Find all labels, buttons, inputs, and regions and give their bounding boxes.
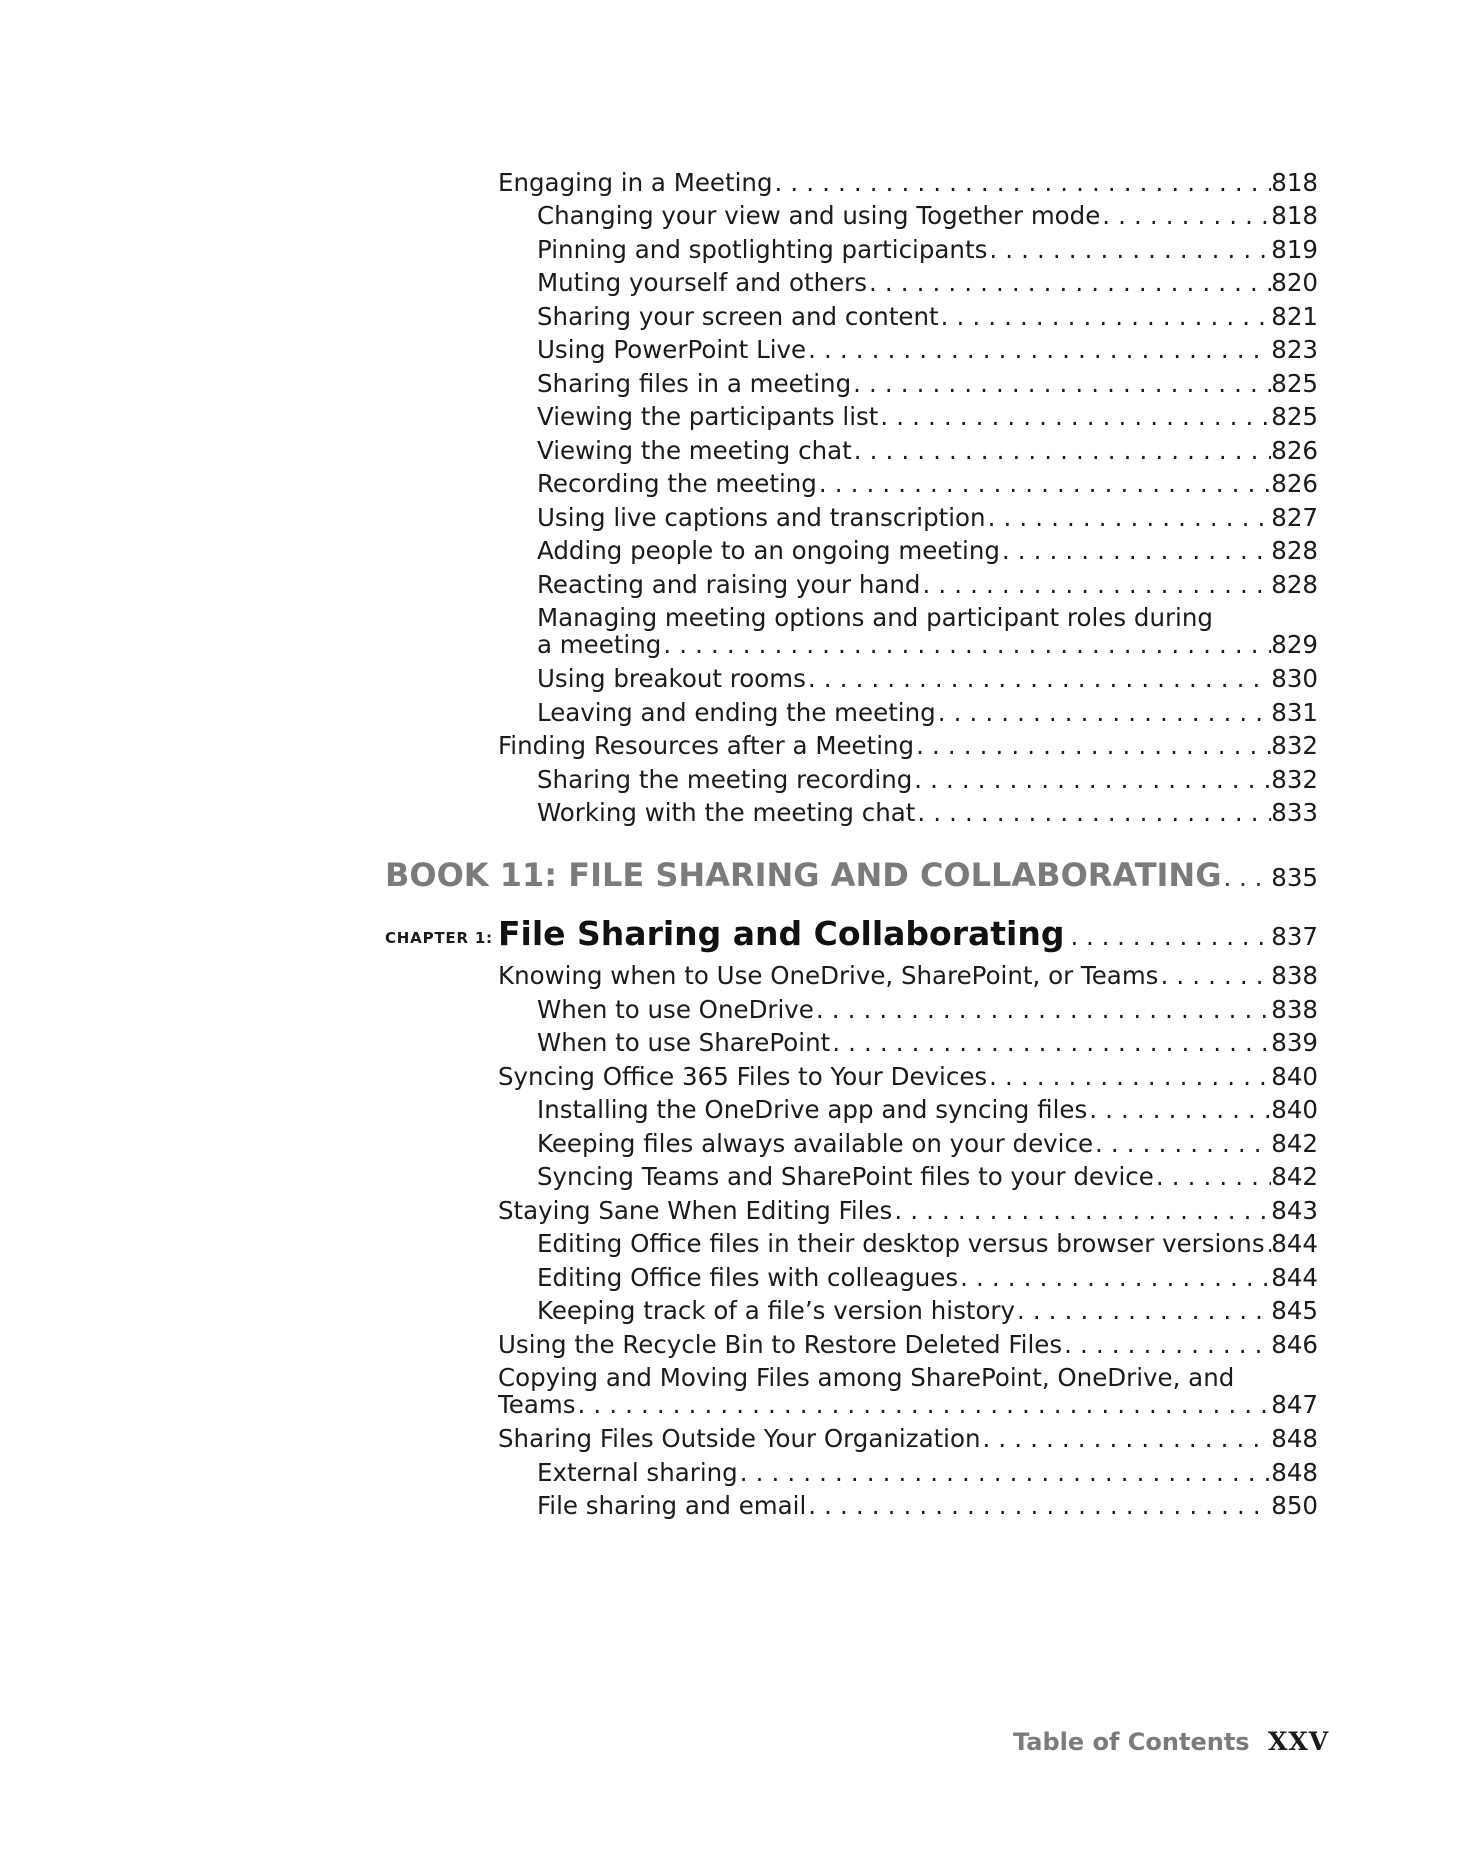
dot-leader — [986, 503, 1272, 533]
dot-leader — [1265, 1229, 1272, 1259]
dot-leader — [1087, 1095, 1271, 1125]
dot-leader — [806, 664, 1271, 694]
toc-entry — [537, 1458, 1318, 1488]
toc-entry — [537, 995, 1318, 1025]
toc-entry — [498, 1330, 1318, 1360]
toc-entry-page: 838 — [1271, 995, 1318, 1024]
toc-entry-label: Keeping files always available on your device — [537, 1129, 1094, 1158]
dot-leader — [1158, 961, 1271, 991]
toc-entry-label: Pinning and spotlighting participants — [537, 235, 988, 264]
chapter-number: CHAPTER 1: — [385, 929, 493, 947]
running-footer-title: Table of Contents — [1013, 1728, 1250, 1756]
toc-entry-label: File sharing and email — [537, 1491, 807, 1520]
toc-entry-label: When to use OneDrive — [537, 995, 814, 1024]
book-page: 835 — [1271, 863, 1318, 892]
toc-entry-label: Muting yourself and others — [537, 268, 868, 297]
dot-leader — [1062, 1330, 1271, 1360]
chapter-heading — [498, 912, 1318, 956]
toc-entry-label: a meeting — [537, 630, 662, 659]
toc-entry — [537, 469, 1318, 499]
toc-entry-page: 831 — [1271, 698, 1318, 727]
toc-entry-page: 819 — [1271, 235, 1318, 264]
toc-entry-page: 832 — [1271, 731, 1318, 760]
book-title: BOOK 11: FILE SHARING AND COLLABORATING — [385, 856, 1222, 894]
dot-leader — [1093, 1129, 1271, 1159]
toc-entry-label: Using the Recycle Bin to Restore Deleted Files — [498, 1330, 1063, 1359]
dot-leader — [576, 1390, 1272, 1420]
dot-leader — [1000, 536, 1271, 566]
dot-leader — [1015, 1296, 1271, 1326]
toc-entry — [537, 603, 1318, 660]
dot-leader — [817, 469, 1271, 499]
toc-entry-page: 846 — [1271, 1330, 1318, 1359]
toc-entry — [537, 1095, 1318, 1125]
toc-entry — [498, 961, 1318, 991]
toc-entry-label: Syncing Office 365 Files to Your Devices — [498, 1062, 988, 1091]
toc-entry — [537, 369, 1318, 399]
dot-leader — [852, 436, 1272, 466]
dot-leader — [806, 335, 1271, 365]
toc-entry-page: 848 — [1271, 1424, 1318, 1453]
toc-entry-label: Teams — [498, 1390, 576, 1419]
toc-entry — [537, 798, 1318, 828]
dot-leader — [1221, 858, 1271, 898]
toc-entry-label-line1: Copying and Moving Files among SharePoint, OneDrive, and — [498, 1363, 1235, 1392]
toc-entry-label: Editing Office files with colleagues — [537, 1263, 959, 1292]
toc-entry-label: Knowing when to Use OneDrive, SharePoint, or Teams — [498, 961, 1159, 990]
dot-leader — [920, 570, 1271, 600]
toc-entry-page: 850 — [1271, 1491, 1318, 1520]
toc-entry-label: Working with the meeting chat — [537, 798, 916, 827]
toc-entry-page: 844 — [1271, 1229, 1318, 1258]
dot-leader — [773, 168, 1272, 198]
toc-entry-label: Sharing the meeting recording — [537, 765, 913, 794]
dot-leader — [936, 698, 1272, 728]
toc-entry-page: 825 — [1271, 369, 1318, 398]
toc-entry — [537, 664, 1318, 694]
dot-leader — [987, 1062, 1271, 1092]
toc-entry-label-line1: Managing meeting options and participant roles during — [537, 603, 1213, 632]
toc-entry-label: Viewing the meeting chat — [537, 436, 852, 465]
toc-entry-label: Sharing your screen and content — [537, 302, 939, 331]
toc-entry-label: Changing your view and using Together mode — [537, 201, 1101, 230]
toc-entry — [537, 765, 1318, 795]
toc-entry — [537, 302, 1318, 332]
dot-leader — [1154, 1162, 1271, 1192]
toc-entry-label: Adding people to an ongoing meeting — [537, 536, 1000, 565]
toc-entry-label: Editing Office files in their desktop versus browser versions — [537, 1229, 1265, 1258]
dot-leader — [987, 235, 1271, 265]
toc-entry-page: 820 — [1271, 268, 1318, 297]
toc-entry — [498, 168, 1318, 198]
toc-entry-label: Staying Sane When Editing Files — [498, 1196, 893, 1225]
toc-entry-page: 839 — [1271, 1028, 1318, 1057]
toc-entry-page: 847 — [1271, 1390, 1318, 1419]
toc-entry — [537, 1296, 1318, 1326]
dot-leader — [915, 798, 1271, 828]
toc-entry — [537, 1491, 1318, 1521]
toc-entry — [537, 402, 1318, 432]
toc-entry — [537, 536, 1318, 566]
toc-entry-label: Using live captions and transcription — [537, 503, 986, 532]
toc-entry-page: 838 — [1271, 961, 1318, 990]
dot-leader — [830, 1028, 1271, 1058]
toc-entry — [498, 1062, 1318, 1092]
toc-entry — [537, 1129, 1318, 1159]
chapter-page: 837 — [1271, 922, 1318, 951]
folio-page-number: XXV — [1268, 1727, 1330, 1756]
toc-entry-page: 848 — [1271, 1458, 1318, 1487]
toc-entry-page: 840 — [1271, 1095, 1318, 1124]
toc-entry-label: Finding Resources after a Meeting — [498, 731, 915, 760]
toc-entry-page: 818 — [1271, 201, 1318, 230]
toc-entry-label: Using breakout rooms — [537, 664, 806, 693]
dot-leader — [878, 402, 1271, 432]
toc-entry-page: 832 — [1271, 765, 1318, 794]
toc-entry-page: 828 — [1271, 570, 1318, 599]
toc-entry-page: 818 — [1271, 168, 1318, 197]
dot-leader — [806, 1491, 1271, 1521]
toc-entry-label: Reacting and raising your hand — [537, 570, 921, 599]
toc-entry — [537, 335, 1318, 365]
toc-entry-page: 829 — [1271, 630, 1318, 659]
toc-entry-page: 833 — [1271, 798, 1318, 827]
toc-entry-page: 842 — [1271, 1129, 1318, 1158]
toc-entry-label: Syncing Teams and SharePoint files to your device — [537, 1162, 1154, 1191]
toc-entry — [498, 1363, 1318, 1420]
toc-entry-label: Viewing the participants list — [537, 402, 879, 431]
toc-entry-page: 845 — [1271, 1296, 1318, 1325]
toc-entry — [537, 268, 1318, 298]
toc-entry-label: Using PowerPoint Live — [537, 335, 807, 364]
dot-leader — [1100, 201, 1271, 231]
dot-leader — [914, 731, 1271, 761]
toc-entry — [537, 436, 1318, 466]
dot-leader — [892, 1196, 1271, 1226]
dot-leader — [939, 302, 1272, 332]
chapter-title: File Sharing and Collaborating — [498, 914, 1065, 953]
dot-leader — [912, 765, 1271, 795]
dot-leader — [958, 1263, 1271, 1293]
toc-entry-label: Recording the meeting — [537, 469, 817, 498]
toc-entry-page: 828 — [1271, 536, 1318, 565]
toc-entry-page: 825 — [1271, 402, 1318, 431]
toc-entry-page: 826 — [1271, 436, 1318, 465]
toc-entry — [537, 1229, 1318, 1259]
toc-entry — [537, 235, 1318, 265]
toc-entry — [537, 503, 1318, 533]
toc-entry-page: 842 — [1271, 1162, 1318, 1191]
toc-entry — [537, 698, 1318, 728]
toc-entry — [498, 731, 1318, 761]
toc-entry-page: 823 — [1271, 335, 1318, 364]
toc-entry — [537, 1162, 1318, 1192]
book-heading — [385, 855, 1318, 898]
dot-leader — [851, 369, 1271, 399]
toc-entry-page: 843 — [1271, 1196, 1318, 1225]
toc-entry-page: 840 — [1271, 1062, 1318, 1091]
toc-entry — [498, 1424, 1318, 1454]
dot-leader — [738, 1458, 1272, 1488]
dot-leader — [1064, 922, 1271, 951]
toc-entry-label: Keeping track of a file’s version history — [537, 1296, 1016, 1325]
dot-leader — [867, 268, 1271, 298]
toc-entry-page: 826 — [1271, 469, 1318, 498]
toc-entry-label: Sharing Files Outside Your Organization — [498, 1424, 981, 1453]
toc-entry-page: 827 — [1271, 503, 1318, 532]
toc-entry — [498, 1196, 1318, 1226]
toc-entry — [537, 201, 1318, 231]
toc-entry-label: Leaving and ending the meeting — [537, 698, 936, 727]
toc-entry-label: External sharing — [537, 1458, 738, 1487]
toc-entry — [537, 1028, 1318, 1058]
toc-entry — [537, 570, 1318, 600]
toc-entry-label: Sharing files in a meeting — [537, 369, 852, 398]
toc-entry — [537, 1263, 1318, 1293]
toc-entry-label: Engaging in a Meeting — [498, 168, 773, 197]
dot-leader — [981, 1424, 1272, 1454]
toc-entry-page: 844 — [1271, 1263, 1318, 1292]
dot-leader — [661, 630, 1271, 660]
toc-entry-label: When to use SharePoint — [537, 1028, 831, 1057]
dot-leader — [814, 995, 1271, 1025]
toc-entry-label: Installing the OneDrive app and syncing files — [537, 1095, 1088, 1124]
toc-entry-page: 821 — [1271, 302, 1318, 331]
toc-entry-page: 830 — [1271, 664, 1318, 693]
